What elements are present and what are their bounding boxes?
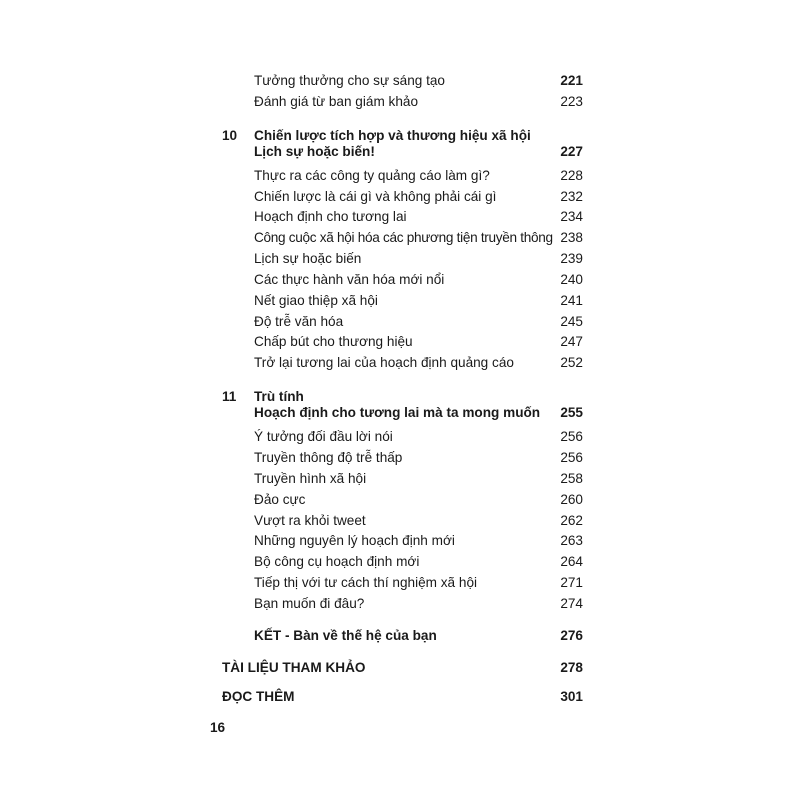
toc-entry (254, 353, 583, 373)
toc-entry-title: Hoạch định cho tương lai (254, 209, 407, 224)
toc-entry-page: 232 (560, 189, 583, 204)
toc-entry-title: Nết giao thiệp xã hội (254, 293, 378, 308)
toc-entry-title: Vượt ra khỏi tweet (254, 513, 366, 528)
toc-entry-page: 256 (560, 429, 583, 444)
chapter-title: Chiến lược tích hợp và thương hiệu xã hội (254, 128, 531, 143)
toc-entry-page: 221 (560, 73, 583, 88)
toc-entry-page: 223 (560, 94, 583, 109)
toc-entry-page: 274 (560, 596, 583, 611)
toc-entry (254, 552, 583, 572)
toc-entry-page: 241 (560, 293, 583, 308)
toc-conclusion-title: KẾT - Bàn về thế hệ của bạn (254, 628, 437, 643)
toc-entry-title: Thực ra các công ty quảng cáo làm gì? (254, 168, 490, 183)
toc-entry-page: 264 (560, 554, 583, 569)
chapter-number: 11 (222, 389, 237, 404)
toc-entry-title: Tưởng thưởng cho sự sáng tạo (254, 73, 445, 88)
chapter-page: 227 (560, 144, 583, 159)
chapter-title-line2 (254, 142, 583, 162)
toc-entry-title: Bạn muốn đi đâu? (254, 596, 365, 611)
page-number: 16 (210, 720, 226, 735)
toc-references (222, 658, 583, 678)
toc-entry-page: 271 (560, 575, 583, 590)
toc-entry (254, 187, 583, 207)
toc-entry (254, 228, 583, 248)
toc-entry-title: Chấp bút cho thương hiệu (254, 334, 413, 349)
toc-entry (254, 332, 583, 352)
toc-entry-title: Đảo cực (254, 492, 306, 507)
toc-entry (254, 573, 583, 593)
toc-entry-title: Chiến lược là cái gì và không phải cái gì (254, 189, 497, 204)
toc-entry-page: 256 (560, 450, 583, 465)
toc-references-title: TÀI LIỆU THAM KHẢO (222, 660, 366, 675)
chapter-subtitle: Lịch sự hoặc biến! (254, 144, 375, 159)
toc-entry-title: Những nguyên lý hoạch định mới (254, 533, 455, 548)
chapter-title-line2 (254, 403, 583, 423)
toc-further-reading (222, 687, 583, 707)
toc-entry (254, 448, 583, 468)
toc-entry-page: 245 (560, 314, 583, 329)
toc-entry (254, 511, 583, 531)
toc-entry-title: Các thực hành văn hóa mới nổi (254, 272, 445, 287)
toc-entry-page: 260 (560, 492, 583, 507)
chapter-page: 255 (560, 405, 583, 420)
toc-entry-page: 234 (560, 209, 583, 224)
toc-entry-title: Độ trễ văn hóa (254, 314, 344, 329)
toc-entry (254, 312, 583, 332)
toc-entry-title: Công cuộc xã hội hóa các phương tiện truyền thông (254, 230, 553, 245)
toc-entry-title: Truyền thông độ trễ thấp (254, 450, 403, 465)
chapter-number: 10 (222, 128, 238, 143)
toc-entry-page: 258 (560, 471, 583, 486)
toc-conclusion-page: 276 (560, 628, 583, 643)
toc-further-reading-title: ĐỌC THÊM (222, 689, 295, 704)
toc-entry-page: 240 (560, 272, 583, 287)
toc-entry (254, 270, 583, 290)
toc-conclusion (254, 626, 583, 646)
toc-entry (254, 531, 583, 551)
toc-entry (254, 427, 583, 447)
toc-references-page: 278 (560, 660, 583, 675)
toc-entry-page: 247 (560, 334, 583, 349)
chapter-title: Trù tính (254, 389, 304, 404)
toc-entry (254, 249, 583, 269)
toc-entry (254, 490, 583, 510)
toc-entry-title: Trở lại tương lai của hoạch định quảng cáo (254, 355, 514, 370)
toc-entry (254, 207, 583, 227)
toc-entry-page: 239 (560, 251, 583, 266)
toc-further-reading-page: 301 (560, 689, 583, 704)
toc-entry-title: Tiếp thị với tư cách thí nghiệm xã hội (254, 575, 478, 590)
toc-entry (254, 291, 583, 311)
toc-entry-title: Bộ công cụ hoạch định mới (254, 554, 420, 569)
toc-entry (254, 71, 583, 91)
toc-entry-page: 262 (560, 513, 583, 528)
toc-entry (254, 166, 583, 186)
toc-entry-page: 238 (560, 230, 583, 245)
toc-entry-title: Truyền hình xã hội (254, 471, 367, 486)
toc-entry-page: 228 (560, 168, 583, 183)
toc-entry-title: Đánh giá từ ban giám khảo (254, 94, 419, 109)
toc-entry (254, 594, 583, 614)
chapter-subtitle: Hoạch định cho tương lai mà ta mong muốn (254, 405, 541, 420)
toc-entry (254, 92, 583, 112)
toc-entry-title: Lịch sự hoặc biến (254, 251, 362, 266)
toc-entry-title: Ý tưởng đối đầu lời nói (254, 429, 393, 444)
toc-entry-page: 263 (560, 533, 583, 548)
toc-entry (254, 469, 583, 489)
toc-entry-page: 252 (560, 355, 583, 370)
